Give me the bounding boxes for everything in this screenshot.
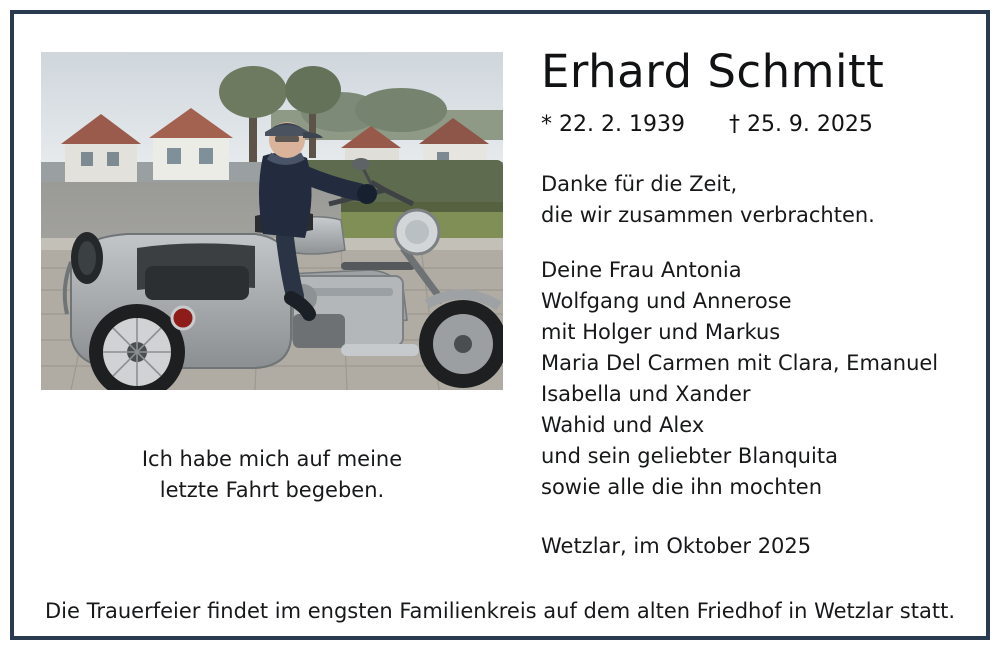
family-line: Wahid und Alex [541, 413, 705, 437]
caption-line-1: Ich habe mich auf meine [141, 447, 403, 471]
life-dates [541, 112, 981, 137]
obituary-content [14, 14, 986, 636]
family-line: Deine Frau Antonia [541, 258, 742, 282]
obituary-text-column [541, 44, 981, 562]
funeral-notice: Die Trauerfeier findet im engsten Familienkreis auf dem alten Friedhof in Wetzlar statt. [45, 599, 955, 623]
obituary-border [10, 10, 990, 640]
family-list [541, 255, 981, 503]
verse-line: Danke für die Zeit, [541, 172, 738, 196]
place-and-date: Wetzlar, im Oktober 2025 [541, 534, 812, 558]
photo-caption [41, 444, 503, 506]
birth-date: 22. 2. 1939 [559, 112, 685, 137]
family-line: Maria Del Carmen mit Clara, Emanuel [541, 351, 939, 375]
family-line: Wolfgang und Annerose [541, 289, 792, 313]
deceased-name: Erhard Schmitt [541, 45, 885, 98]
verse-line: die wir zusammen verbrachten. [541, 203, 875, 227]
memorial-photo [41, 52, 503, 390]
family-line: und sein geliebter Blanquita [541, 444, 838, 468]
family-line: Isabella und Xander [541, 382, 751, 406]
family-line: mit Holger und Markus [541, 320, 781, 344]
family-line: sowie alle die ihn mochten [541, 475, 823, 499]
birth-symbol: * [541, 112, 552, 137]
memorial-verse [541, 169, 981, 231]
death-symbol: † [728, 112, 740, 137]
death-date: 25. 9. 2025 [746, 112, 873, 137]
caption-line-2: letzte Fahrt begeben. [159, 478, 385, 502]
